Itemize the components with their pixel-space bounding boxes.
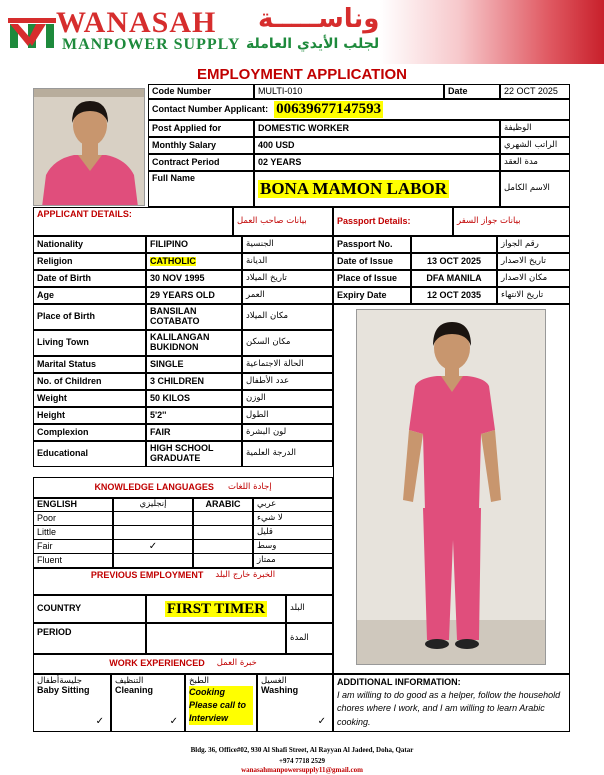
work-experience-heading-row (33, 654, 333, 674)
applicant-field-value-text: HIGH SCHOOL GRADUATE (150, 443, 214, 463)
applicant-field-label: Complexion (33, 424, 146, 441)
work-experience-heading: WORK EXPERIENCED (109, 658, 205, 669)
language-level-label-ar: وسط (253, 540, 333, 554)
work-skill-label: Washing (261, 685, 299, 696)
country-label-ar: البلد (286, 595, 333, 623)
passport-field-value: 12 OCT 2035 (411, 287, 497, 304)
additional-info-heading: ADDITIONAL INFORMATION: (337, 677, 461, 687)
applicant-field-label-ar: الدرجة العلمية (242, 441, 333, 467)
date-value: 22 OCT 2025 (500, 84, 570, 99)
applicant-field-label-ar: الحالة الاجتماعية (242, 356, 333, 373)
language-level-label-ar: ممتاز (253, 554, 333, 568)
applicant-field-value (146, 287, 242, 304)
applicant-field-value (146, 424, 242, 441)
footer-email[interactable]: wanasahmanpowersupply11@gmail.com (241, 766, 363, 774)
applicant-field-value-text: 50 KILOS (150, 392, 191, 403)
work-skill-label-ar: الغسيل (261, 676, 287, 686)
applicant-headshot (33, 88, 145, 206)
language-level-label: Little (33, 526, 113, 540)
work-skill-cell (257, 674, 333, 732)
applicant-field-value-text: KALILANGAN BUKIDNON (150, 332, 210, 352)
company-logo-icon (6, 12, 58, 50)
passport-field-label: Passport No. (333, 236, 411, 253)
previous-employment-heading-ar: الخبرة خارج البلد (215, 570, 276, 580)
period-label-ar: المدة (286, 623, 333, 654)
work-skill-cell (33, 674, 111, 732)
applicant-field-label: Religion (33, 253, 146, 270)
passport-field-label: Date of Issue (333, 253, 411, 270)
applicant-details-heading: APPLICANT DETAILS: (33, 207, 233, 236)
english-header: ENGLISH (33, 498, 113, 512)
passport-details-heading: Passport Details: (333, 207, 453, 236)
applicant-field-value (146, 304, 242, 330)
applicant-full-body-photo (356, 309, 546, 665)
work-skill-cell (111, 674, 185, 732)
passport-field-value: 13 OCT 2025 (411, 253, 497, 270)
applicant-field-value (146, 441, 242, 467)
logo-wordmark: WANASAH (56, 6, 217, 39)
passport-field-label-ar: تاريخ الاصدار (497, 253, 570, 270)
arabic-level-check (193, 526, 253, 540)
date-label: Date (444, 84, 500, 99)
applicant-field-value-text: BANSILAN COTABATO (150, 306, 200, 326)
post-value: DOMESTIC WORKER (254, 120, 500, 137)
footer-address: Bldg. 36, Office#02, 930 Al Shafi Street, Al Rayyan Al Jadeed, Doha, Qatar (190, 746, 414, 754)
languages-heading: KNOWLEDGE LANGUAGES (94, 481, 214, 492)
english-header-ar: إنجليزي (113, 498, 193, 512)
applicant-field-value-text: CATHOLIC (150, 255, 196, 266)
applicant-field-value-text: FILIPINO (150, 238, 188, 249)
code-number-value: MULTI-010 (254, 84, 444, 99)
applicant-field-value-text: 5'2'' (150, 409, 167, 420)
applicant-field-label-ar: الجنسية (242, 236, 333, 253)
contact-number: 00639677147593 (276, 101, 382, 118)
salary-value: 400 USD (254, 137, 500, 154)
applicant-field-label: Marital Status (33, 356, 146, 373)
applicant-field-value-text: 29 YEARS OLD (150, 289, 215, 300)
logo-arabic-subtitle: لجلب الأيدي العاملة (246, 36, 380, 52)
logo-arabic: وناســـــة (258, 4, 380, 34)
languages-heading-row (33, 477, 333, 498)
passport-details-heading-ar: بيانات جواز السفر (453, 207, 570, 236)
period-value (146, 623, 286, 654)
contract-label-ar: مدة العقد (500, 154, 570, 171)
applicant-field-value (146, 407, 242, 424)
applicant-field-label: Educational (33, 441, 146, 467)
applicant-field-label-ar: مكان الميلاد (242, 304, 333, 330)
post-label: Post Applied for (148, 120, 254, 137)
passport-field-label: Expiry Date (333, 287, 411, 304)
arabic-header: ARABIC (193, 498, 253, 512)
applicant-field-value (146, 253, 242, 270)
applicant-field-label-ar: الوزن (242, 390, 333, 407)
full-name-value: BONA MAMON LABOR (260, 178, 447, 198)
contact-label: Contact Number Applicant: (152, 103, 269, 114)
footer-phone: +974 7718 2529 (279, 757, 325, 765)
country-value: FIRST TIMER (166, 600, 266, 617)
applicant-field-label: Place of Birth (33, 304, 146, 330)
language-level-label-ar: لا شيء (253, 512, 333, 526)
arabic-header-ar: عربي (253, 498, 333, 512)
applicant-field-label-ar: الطول (242, 407, 333, 424)
previous-employment-heading: PREVIOUS EMPLOYMENT (90, 570, 204, 580)
full-name-label-ar: الاسم الكامل (500, 171, 570, 207)
code-number-label: Code Number (148, 84, 254, 99)
additional-info-text: I am willing to do good as a helper, follow the household chores where I work, and I am willing to learn Arabic cooking. (337, 689, 561, 727)
english-level-check (113, 526, 193, 540)
english-level-check (113, 512, 193, 526)
previous-employment-heading-row (33, 568, 333, 595)
applicant-details-heading-ar: بيانات صاحب العمل (233, 207, 333, 236)
country-cell (146, 595, 286, 623)
applicant-field-value (146, 373, 242, 390)
letterhead-color-band (380, 0, 604, 64)
salary-label-ar: الراتب الشهري (500, 137, 570, 154)
applicant-field-label: Height (33, 407, 146, 424)
contact-row (148, 99, 570, 120)
applicant-field-value (146, 270, 242, 287)
applicant-field-label-ar: عدد الأطفال (242, 373, 333, 390)
post-label-ar: الوظيفة (500, 120, 570, 137)
applicant-field-value (146, 236, 242, 253)
applicant-field-label: Date of Birth (33, 270, 146, 287)
applicant-field-value-text: SINGLE (150, 358, 184, 369)
work-skill-check: ✓ (317, 716, 326, 727)
passport-field-value (411, 236, 497, 253)
languages-heading-ar: إجادة اللغات (227, 481, 272, 492)
contract-label: Contract Period (148, 154, 254, 171)
passport-field-label-ar: تاريخ الانتهاء (497, 287, 570, 304)
language-level-label: Fluent (33, 554, 113, 568)
applicant-field-label-ar: تاريخ الميلاد (242, 270, 333, 287)
arabic-level-check (193, 554, 253, 568)
work-skill-label-ar: جليسةأطفال (37, 676, 82, 686)
page-title: EMPLOYMENT APPLICATION (197, 66, 407, 83)
work-skill-label-ar: الطبخ (189, 676, 209, 686)
work-skill-label: Cooking Please call to Interview (189, 686, 253, 725)
additional-info-box (333, 674, 570, 732)
language-level-label-ar: قليل (253, 526, 333, 540)
arabic-level-check (193, 540, 253, 554)
work-skill-label: Baby Sitting (37, 685, 90, 696)
applicant-field-value (146, 390, 242, 407)
work-skill-check: ✓ (95, 716, 104, 727)
passport-field-label-ar: رقم الجواز (497, 236, 570, 253)
period-label: PERIOD (33, 623, 146, 654)
arabic-level-check (193, 512, 253, 526)
full-name-label: Full Name (148, 171, 254, 207)
language-level-label: Poor (33, 512, 113, 526)
applicant-field-label: No. of Children (33, 373, 146, 390)
contract-value: 02 YEARS (254, 154, 500, 171)
language-level-label: Fair (33, 540, 113, 554)
applicant-field-label: Age (33, 287, 146, 304)
applicant-field-value-text: FAIR (150, 426, 171, 437)
country-label: COUNTRY (33, 595, 146, 623)
applicant-field-label-ar: لون البشرة (242, 424, 333, 441)
applicant-field-value-text: 3 CHILDREN (150, 375, 205, 386)
english-level-check: ✓ (113, 540, 193, 554)
english-level-check (113, 554, 193, 568)
applicant-field-label-ar: مكان السكن (242, 330, 333, 356)
applicant-field-label-ar: العمر (242, 287, 333, 304)
work-skill-cell (185, 674, 257, 732)
work-skill-label-ar: التنظيف (115, 676, 144, 686)
full-name-cell (254, 171, 500, 207)
letterhead (0, 0, 604, 64)
applicant-field-value (146, 330, 242, 356)
applicant-field-value (146, 356, 242, 373)
logo-subtitle: MANPOWER SUPPLY (62, 36, 241, 53)
work-experience-heading-ar: خبرة العمل (216, 658, 257, 669)
salary-label: Monthly Salary (148, 137, 254, 154)
work-skill-label: Cleaning (115, 685, 154, 696)
passport-field-value: DFA MANILA (411, 270, 497, 287)
applicant-field-label: Living Town (33, 330, 146, 356)
passport-field-label: Place of Issue (333, 270, 411, 287)
applicant-field-label-ar: الديانة (242, 253, 333, 270)
applicant-field-label: Weight (33, 390, 146, 407)
work-skill-check: ✓ (169, 716, 178, 727)
passport-field-label-ar: مكان الاصدار (497, 270, 570, 287)
applicant-field-label: Nationality (33, 236, 146, 253)
applicant-field-value-text: 30 NOV 1995 (150, 272, 205, 283)
